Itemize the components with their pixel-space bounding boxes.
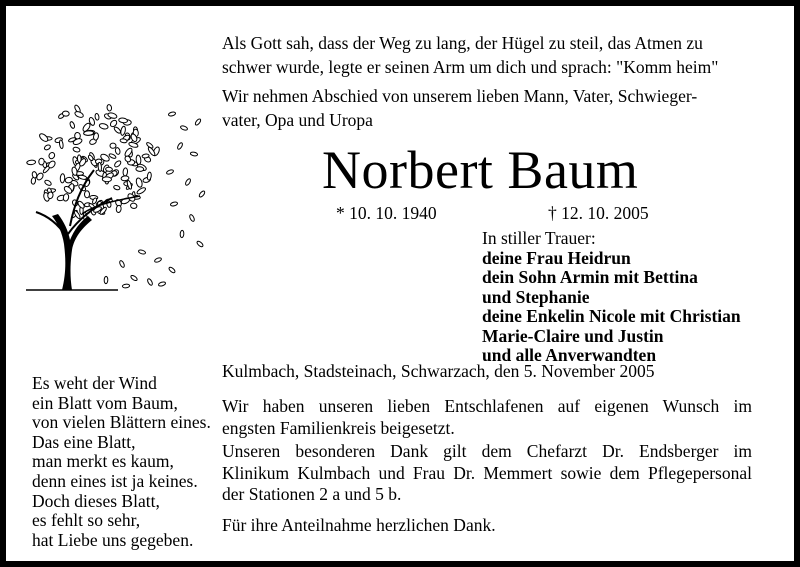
burial-note <box>222 396 752 439</box>
farewell-text <box>222 84 752 132</box>
poem-line: man merkt es kaum, <box>32 451 174 472</box>
mourners-label: In stiller Trauer: <box>482 228 596 248</box>
place-date: Kulmbach, Stadsteinach, Schwarzach, den 5. November 2005 <box>222 361 655 381</box>
falling-leaf-icon <box>194 118 201 126</box>
leaf-icon <box>69 121 75 129</box>
leaf-icon <box>136 167 144 172</box>
poem <box>32 374 211 550</box>
leaf-icon <box>130 203 137 209</box>
leaf-icon <box>107 104 113 111</box>
falling-leaf-icon <box>190 152 198 157</box>
poem-line: ein Blatt vom Baum, <box>32 392 178 413</box>
falling-leaf-icon <box>119 260 125 268</box>
birth-date: * 10. 10. 1940 <box>336 203 437 223</box>
thanks-line: Klinikum Kulmbach und Frau Dr. Memmert sowie dem Pflegepersonal <box>222 462 752 483</box>
mourner-line: deine Frau Heidrun <box>482 247 631 268</box>
intro-line: Als Gott sah, dass der Weg zu lang, der Hügel zu steil, das Atmen zu <box>222 33 703 53</box>
falling-leaf-icon <box>180 125 188 131</box>
falling-leaf-icon <box>104 276 108 283</box>
leaf-icon <box>84 191 89 198</box>
leaf-icon <box>102 177 111 182</box>
burial-note-line: Wir haben unseren lieben Entschlafenen auf eigenen Wunsch im <box>222 396 752 416</box>
leaf-icon <box>44 179 52 186</box>
leaf-icon <box>109 119 118 128</box>
thanks-line: Unseren besonderen Dank gilt dem Chefarzt Dr. Endsberger im <box>222 441 752 461</box>
leaf-icon <box>95 113 100 120</box>
death-date: † 12. 10. 2005 <box>548 203 649 223</box>
leaf-icon <box>113 160 121 168</box>
farewell-line: vater, Opa und Uropa <box>222 110 373 130</box>
poem-line: hat Liebe uns gegeben. <box>32 529 194 550</box>
falling-leaf-icon <box>166 169 174 175</box>
falling-leaf-icon <box>170 201 178 206</box>
poem-line: es fehlt so sehr, <box>32 510 141 531</box>
windblown-tree-icon <box>22 84 212 296</box>
poem-line: denn eines ist ja keines. <box>32 470 198 491</box>
leaf-icon <box>73 146 81 152</box>
leaf-icon <box>74 110 84 118</box>
farewell-line: Wir nehmen Abschied von unserem lieben Mann, Vater, Schwieger- <box>222 86 698 106</box>
falling-leaf-icon <box>154 257 162 263</box>
leaf-icon <box>63 193 70 201</box>
mourner-line: Marie-Claire und Justin <box>482 325 664 346</box>
leaf-icon <box>123 168 128 176</box>
leaf-icon <box>27 160 36 165</box>
falling-leaf-icon <box>168 266 176 273</box>
falling-leaf-icon <box>185 178 192 186</box>
leaf-icon <box>48 151 56 159</box>
leaf-icon <box>38 132 49 143</box>
leaf-icon <box>136 186 146 195</box>
leaf-icon <box>136 155 142 165</box>
mourner-line: und Stephanie <box>482 286 590 307</box>
falling-leaf-icon <box>198 190 205 198</box>
mourners-list <box>482 229 772 366</box>
leaf-icon <box>113 185 120 191</box>
poem-line: Das eine Blatt, <box>32 431 136 452</box>
thanks-doctors <box>222 441 752 506</box>
intro-line: schwer wurde, legte er seinen Arm um dich und sprach: "Komm heim" <box>222 57 719 77</box>
leaf-icon <box>59 140 64 149</box>
poem-line: Es weht der Wind <box>32 373 157 393</box>
leaf-icon <box>38 158 44 165</box>
leaf-icon <box>77 200 86 209</box>
mourner-line: dein Sohn Armin mit Bettina <box>482 267 698 287</box>
poem-line: von vielen Blättern eines. <box>32 412 211 433</box>
falling-leaf-icon <box>158 281 166 287</box>
closing-thanks: Für ihre Anteilnahme herzlichen Dank. <box>222 515 496 535</box>
leaf-icon <box>105 167 112 172</box>
mourner-line: deine Enkelin Nicole mit Christian <box>482 306 741 326</box>
falling-leaf-icon <box>189 214 195 222</box>
thanks-line: der Stationen 2 a und 5 b. <box>222 484 402 504</box>
leaf-icon <box>118 118 127 124</box>
falling-leaf-icon <box>168 111 176 116</box>
intro-quote <box>222 31 752 79</box>
leaf-icon <box>110 143 116 148</box>
falling-leaf-icon <box>180 230 184 237</box>
leaf-icon <box>142 154 150 159</box>
leaf-icon <box>115 147 121 155</box>
falling-leaf-icon <box>122 284 130 288</box>
leaf-icon <box>120 138 128 143</box>
falling-leaf-icon <box>138 249 146 255</box>
burial-note-line: engsten Familienkreis beigesetzt. <box>222 417 455 438</box>
mourner-line: und alle Anverwandten <box>482 345 657 365</box>
falling-leaf-icon <box>147 278 154 286</box>
falling-leaf-icon <box>196 240 204 247</box>
leaf-icon <box>99 123 109 130</box>
leaf-icon <box>62 111 69 116</box>
leaf-icon <box>65 177 73 183</box>
tree-crown <box>27 104 161 220</box>
leaf-icon <box>60 174 65 183</box>
leaf-icon <box>135 177 143 188</box>
leaf-icon <box>83 131 93 136</box>
deceased-name: Norbert Baum <box>322 140 639 200</box>
poem-line: Doch dieses Blatt, <box>32 490 160 511</box>
falling-leaf-icon <box>130 274 138 281</box>
leaf-icon <box>116 205 122 213</box>
leaf-icon <box>98 162 102 171</box>
leaf-icon <box>44 144 52 151</box>
falling-leaf-icon <box>177 142 184 150</box>
